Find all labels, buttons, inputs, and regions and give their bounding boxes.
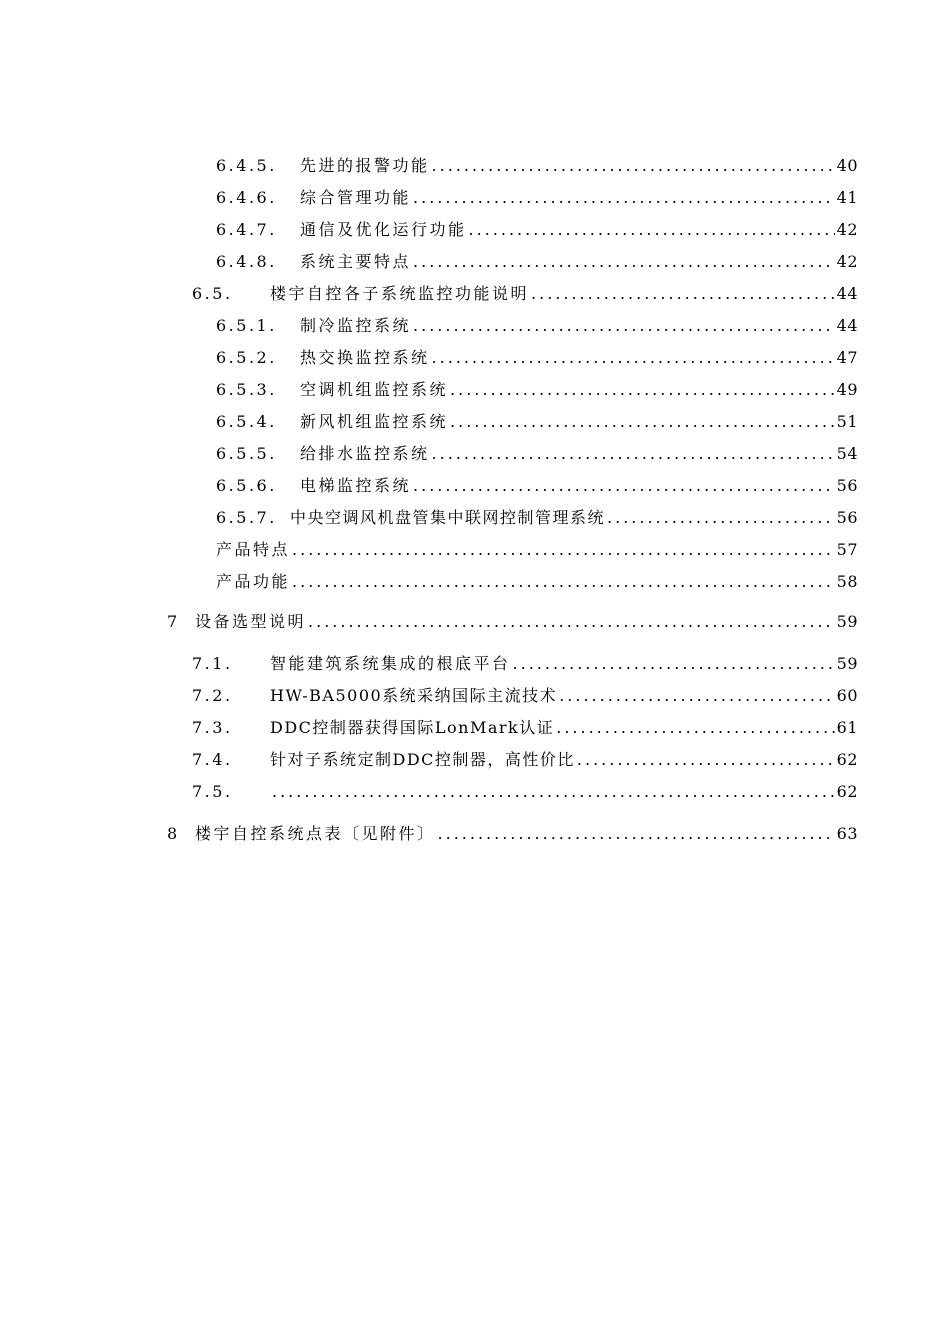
toc-entry-number: 7.3. [192, 718, 233, 737]
toc-entry[interactable] [167, 612, 858, 632]
toc-entry-page: 54 [836, 444, 858, 463]
toc-entry-number: 7.4. [192, 750, 233, 769]
toc-leader-dots [432, 156, 835, 176]
toc-leader-dots [413, 252, 835, 272]
toc-entry[interactable] [167, 824, 858, 844]
toc-leader-dots [292, 572, 835, 592]
toc-entry[interactable] [216, 444, 858, 464]
toc-entry[interactable] [192, 718, 858, 738]
toc-entry-title: 产品特点 [216, 540, 291, 559]
toc-entry-number: 6.5.3. [216, 380, 277, 399]
toc-entry-page: 49 [836, 380, 858, 399]
toc-entry-page: 41 [836, 188, 858, 207]
toc-entry[interactable] [216, 540, 858, 560]
toc-entry-title: 电梯监控系统 [300, 476, 412, 495]
toc-entry[interactable] [216, 316, 858, 336]
toc-leader-dots [413, 316, 835, 336]
toc-entry-page: 51 [836, 412, 858, 431]
toc-entry-page: 42 [836, 252, 858, 271]
toc-entry-page: 47 [836, 348, 858, 367]
toc-entry-page: 44 [836, 284, 858, 303]
toc-entry-title: 针对子系统定制DDC控制器，高性价比 [270, 750, 575, 769]
toc-entry-page: 44 [836, 316, 858, 335]
toc-entry-title: 制冷监控系统 [300, 316, 412, 335]
toc-entry-number: 7.5. [192, 782, 233, 801]
toc-leader-dots [413, 476, 835, 496]
toc-entry-title: 热交换监控系统 [300, 348, 430, 367]
toc-leader-dots [438, 824, 835, 844]
toc-entry-number: 6.5.1. [216, 316, 277, 335]
toc-entry-title: HW-BA5000系统采纳国际主流技术 [270, 686, 558, 705]
toc-entry-title: 给排水监控系统 [300, 444, 430, 463]
toc-entry[interactable] [192, 750, 858, 770]
toc-entry-title: 新风机组监控系统 [300, 412, 449, 431]
toc-leader-dots [450, 380, 835, 400]
toc-leader-dots [450, 412, 835, 432]
toc-leader-dots [607, 508, 835, 528]
toc-entry[interactable] [216, 412, 858, 432]
toc-leader-dots [413, 188, 835, 208]
toc-entry-title: 先进的报警功能 [300, 156, 430, 175]
toc-entry[interactable] [216, 156, 858, 176]
toc-entry[interactable] [216, 252, 858, 272]
toc-leader-dots [272, 782, 835, 802]
toc-entry-number: 6.5.2. [216, 348, 277, 367]
toc-leader-dots [292, 540, 835, 560]
toc-leader-dots [577, 750, 835, 770]
toc-entry-page: 57 [836, 540, 858, 559]
toc-entry-number: 6.4.5. [216, 156, 277, 175]
toc-entry-number: 7.2. [192, 686, 233, 705]
toc-entry[interactable] [192, 284, 858, 304]
toc-entry-title: 中央空调风机盘管集中联网控制管理系统 [290, 508, 606, 527]
toc-entry[interactable] [216, 380, 858, 400]
toc-entry-number: 6.5.5. [216, 444, 277, 463]
toc-entry-page: 40 [836, 156, 858, 175]
toc-entry-page: 61 [836, 718, 858, 737]
toc-entry-page: 59 [836, 654, 858, 673]
toc-entry-number: 7 [167, 612, 180, 631]
toc-entry-number: 6.5.4. [216, 412, 277, 431]
toc-entry-number: 6.4.6. [216, 188, 277, 207]
toc-entry-title: 设备选型说明 [195, 612, 307, 631]
toc-entry-title: DDC控制器获得国际LonMark认证 [270, 718, 555, 737]
toc-leader-dots [513, 654, 835, 674]
toc-entry-number: 8 [167, 824, 180, 843]
toc-entry-title: 空调机组监控系统 [300, 380, 449, 399]
toc-entry[interactable] [216, 476, 858, 496]
toc-entry-number: 6.4.7. [216, 220, 277, 239]
toc-entry[interactable] [192, 654, 858, 674]
toc-entry-page: 56 [836, 508, 858, 527]
toc-entry-number: 6.4.8. [216, 252, 277, 271]
toc-leader-dots [559, 686, 834, 706]
toc-entry[interactable] [216, 572, 858, 592]
toc-leader-dots [469, 220, 835, 240]
toc-leader-dots [432, 348, 835, 368]
toc-leader-dots [531, 284, 835, 304]
toc-entry-page: 62 [836, 782, 858, 801]
toc-entry-title: 通信及优化运行功能 [300, 220, 467, 239]
toc-entry-title: 楼宇自控各子系统监控功能说明 [270, 284, 530, 303]
toc-leader-dots [556, 718, 834, 738]
toc-entry-page: 56 [836, 476, 858, 495]
toc-entry-number: 7.1. [192, 654, 233, 673]
toc-entry[interactable] [216, 220, 858, 240]
toc-entry-page: 63 [836, 824, 858, 843]
toc-leader-dots [308, 612, 835, 632]
toc-entry-number: 6.5.6. [216, 476, 277, 495]
toc-entry-number: 6.5.7. [216, 508, 277, 527]
toc-entry-number: 6.5. [192, 284, 233, 303]
toc-entry[interactable] [192, 782, 858, 802]
toc-entry-title: 产品功能 [216, 572, 291, 591]
toc-entry-page: 62 [836, 750, 858, 769]
toc-entry-page: 42 [836, 220, 858, 239]
toc-entry-title: 综合管理功能 [300, 188, 412, 207]
toc-entry-title: 智能建筑系统集成的根底平台 [270, 654, 511, 673]
toc-entry[interactable] [216, 508, 858, 528]
toc-entry[interactable] [216, 348, 858, 368]
toc-entry-page: 58 [836, 572, 858, 591]
toc-entry-page: 60 [836, 686, 858, 705]
toc-entry[interactable] [192, 686, 858, 706]
toc-entry-title: 楼宇自控系统点表〔见附件〕 [195, 824, 436, 843]
toc-entry[interactable] [216, 188, 858, 208]
toc-entry-page: 59 [836, 612, 858, 631]
toc-entry-title: 系统主要特点 [300, 252, 412, 271]
toc-leader-dots [432, 444, 835, 464]
